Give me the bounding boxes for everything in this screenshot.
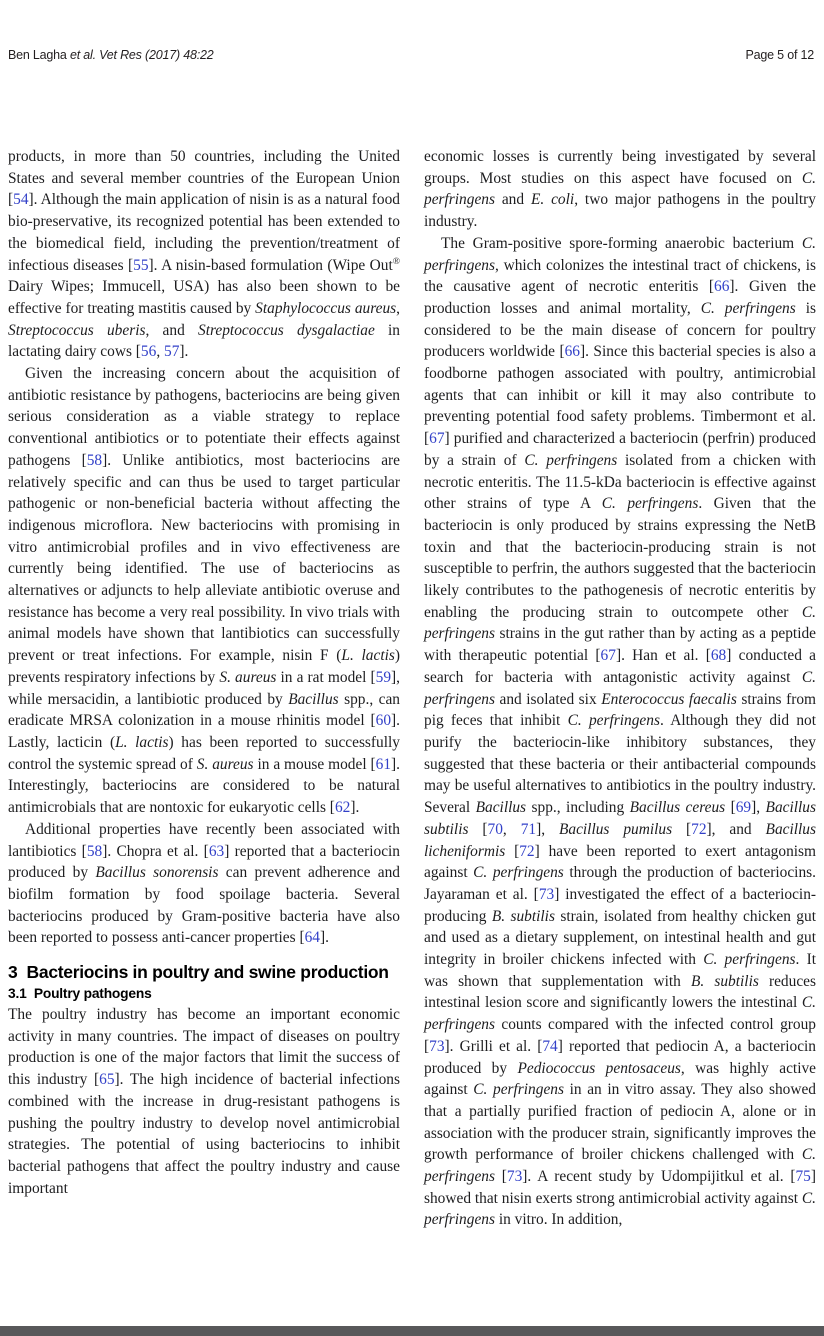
body-text: products, in more than 50 countries, including the United States and several member countries of the European Union [ — [8, 148, 400, 209]
species-name: C. perfringens — [473, 864, 564, 882]
citation-ref[interactable]: 66 — [564, 343, 580, 361]
citation-ref[interactable]: 73 — [429, 1037, 445, 1055]
body-text: ] conducted a search for bacteria with antagonistic activity against — [424, 647, 817, 686]
running-head-citation — [8, 48, 214, 62]
body-text: ) has been reported to successfully control the systemic spread of — [8, 733, 400, 773]
body-text: [ — [725, 799, 736, 817]
body-text: Dairy Wipes; Immucell, USA) has also been shown to be effective for treating mastitis caused by — [8, 278, 400, 317]
species-name: C. perfringens — [567, 712, 660, 730]
citation-ref[interactable]: 73 — [506, 1168, 523, 1186]
body-text: Additional properties have recently been associated with lantibiotics [ — [8, 820, 400, 860]
species-name: C. perfringens — [473, 1081, 564, 1099]
citation-ref[interactable]: 54 — [13, 191, 29, 209]
body-text: ]. — [319, 929, 329, 947]
species-name: C. perfringens — [424, 994, 816, 1034]
section-heading: 3 Bacteriocins in poultry and swine production — [8, 962, 389, 983]
body-text: The poultry industry has become an important economic activity in many countries. The impact of diseases on poultry production is one of the major factors that limit the success of this industry [ — [8, 1006, 400, 1089]
body-text: ]. Given the production losses and animal mortality, — [424, 278, 816, 317]
paragraph — [8, 363, 400, 819]
species-name: B. subtilis — [690, 972, 759, 990]
citation-ref[interactable]: 72 — [691, 820, 707, 838]
citation-ref[interactable]: 62 — [334, 799, 351, 817]
body-text: through the production of bacteriocins. Jayaraman et al. [ — [424, 864, 816, 903]
body-text: counts compared with the infected control group [ — [424, 1016, 816, 1055]
species-name: Bacillus — [288, 690, 339, 708]
running-head-journal: et al. Vet Res — [69, 48, 142, 62]
body-text: strains from pig feces that inhibit — [424, 690, 816, 730]
species-name: Bacillus cereus — [629, 799, 726, 817]
citation-ref[interactable]: 58 — [86, 842, 103, 860]
body-text: [ — [494, 1168, 507, 1186]
species-name: C. perfringens — [524, 451, 618, 469]
body-text: ]. Grilli et al. [ — [444, 1037, 543, 1055]
body-text: , — [156, 343, 165, 361]
body-text: ], — [751, 799, 766, 817]
subsection-heading: 3.1 Poultry pathogens — [8, 986, 152, 1002]
running-head-issue: (2017) 48:22 — [141, 48, 214, 62]
body-text: , was highly active against — [424, 1059, 816, 1099]
body-text: ]. A recent study by Udompijitkul et al. [ — [522, 1168, 796, 1186]
body-text: , — [502, 820, 521, 838]
body-text: strain, isolated from healthy chicken gut and used as a dietary supplement, on intestinal health and gut integrity in broiler chickens infected with — [424, 907, 816, 969]
citation-ref[interactable]: 73 — [538, 885, 555, 903]
body-text: ]. — [179, 343, 189, 361]
body-text: ]. Lastly, lacticin ( — [8, 712, 400, 751]
body-text: ] have been reported to exert antagonism against — [424, 842, 816, 882]
paragraph — [8, 819, 400, 949]
body-text: ]. A nisin-based formulation (Wipe Out — [148, 256, 393, 274]
body-text: ], — [536, 820, 559, 838]
body-text: and — [494, 191, 531, 209]
citation-ref[interactable]: 65 — [99, 1071, 115, 1089]
species-name: C. perfringens — [601, 495, 699, 513]
body-text: ]. — [350, 799, 360, 817]
body-text: spp., including — [526, 799, 630, 817]
species-name: Bacillus sonorensis — [95, 864, 219, 882]
body-text: in lactating dairy cows [ — [8, 321, 400, 361]
species-name: L. lactis — [115, 733, 169, 751]
article-body — [0, 146, 824, 1231]
citation-ref[interactable]: 57 — [164, 343, 180, 361]
body-text: strains in the gut rather than by acting as a peptide with therapeutic potential [ — [424, 625, 816, 665]
species-name: Enterococcus faecalis — [601, 690, 737, 708]
species-name: C. perfringens — [424, 603, 816, 643]
citation-ref[interactable]: 67 — [429, 430, 445, 448]
page-number: Page 5 of 12 — [745, 48, 814, 62]
citation-ref[interactable]: 74 — [542, 1037, 558, 1055]
body-text: ]. Although the main application of nisin is as a natural food bio-preservative, its recognized potential has been extended to the biomedical field, including the prevention/treatment of infectious diseases [ — [8, 191, 400, 274]
species-name: Bacillus subtilis — [424, 799, 816, 838]
body-text: , and — [145, 321, 198, 339]
body-text: [ — [505, 842, 520, 860]
body-text: ] reported that a bacteriocin produced by — [8, 842, 401, 882]
citation-ref[interactable]: 56 — [140, 343, 157, 361]
species-name: C. perfringens — [424, 1189, 816, 1229]
registered-trademark-symbol: ® — [392, 255, 401, 267]
species-name: Bacillus pumilus — [558, 820, 673, 838]
body-text: in a mouse model [ — [253, 755, 376, 773]
species-name: Bacillus licheniformis — [424, 820, 816, 860]
citation-ref[interactable]: 72 — [519, 842, 535, 860]
body-text: ] purified and characterized a bacteriocin (perfrin) produced by a strain of — [424, 430, 816, 469]
page-header — [0, 0, 824, 62]
body-text: in a rat model [ — [276, 668, 376, 686]
body-text: . Given that the bacteriocin is only produced by strains expressing the NetB toxin and that the bacteriocin-producing strain is not susceptible to perfrin, the authors suggested that the bacteriocin likely contributes to the pathogenesis of necrotic enteritis by enabling the producing strain to outcompete other — [424, 495, 816, 621]
body-text: , two major pathogens in the poultry industry. — [424, 191, 816, 231]
column-left — [8, 146, 400, 1231]
body-text: reduces intestinal lesion score and significantly lowers the intestinal — [424, 972, 816, 1012]
body-text: Given the increasing concern about the acquisition of antibiotic resistance by pathogens, bacteriocins are being given serious consideration as a viable strategy to replace conventional antibiotics or to potentiate their effects against pathogens [ — [8, 365, 400, 469]
body-text: The Gram-positive spore-forming anaerobic bacterium — [441, 234, 802, 252]
paragraph — [424, 233, 816, 1231]
citation-ref[interactable]: 58 — [86, 451, 103, 469]
body-text: [ — [468, 820, 488, 838]
citation-ref[interactable]: 70 — [487, 820, 503, 838]
species-name: Bacillus — [475, 799, 527, 817]
body-text: in vitro. In addition, — [494, 1211, 623, 1229]
body-text: spp., can eradicate MRSA colonization in a mouse rhinitis model [ — [8, 690, 400, 730]
paragraph — [8, 1004, 400, 1199]
citation-ref[interactable]: 75 — [795, 1168, 811, 1186]
species-name: S. aureus — [196, 755, 254, 773]
species-name: C. perfringens — [424, 668, 816, 708]
body-text: and isolated six — [494, 690, 602, 708]
species-name: C. perfringens — [424, 234, 816, 274]
body-text: can prevent adherence and biofilm formation by food spoilage bacteria. Several bacteriocins produced by Gram-positive bacteria have also been reported to possess anti-cancer properties [ — [8, 864, 400, 947]
citation-ref[interactable]: 68 — [710, 647, 727, 665]
species-name: Staphylococcus aureus — [255, 299, 397, 317]
bottom-bar — [0, 1326, 824, 1336]
body-text: ]. Chopra et al. [ — [102, 842, 209, 860]
body-text: ]. Unlike antibiotics, most bacteriocins are relatively specific and can thus be used to target particular pathogenic or non-beneficial bacteria without affecting the indigenous microflora. New bacteriocins with promising in vitro antimicrobial profiles and in vivo effectiveness are currently being identified. The use of bacteriocins as alternatives or adjuncts to help alleviate antibiotic overuse and resistance has become a very real possibility. In vivo trials with animal models have shown that lantibiotics can successfully prevent or treat infections. For example, nisin F ( — [8, 451, 400, 665]
body-text: [ — [672, 820, 692, 838]
body-text: isolated from a chicken with necrotic enteritis. The 11.5-kDa bacteriocin is effective against other strains of type A — [424, 451, 816, 513]
body-text: ]. Han et al. [ — [615, 647, 711, 665]
citation-ref[interactable]: 64 — [304, 929, 320, 947]
body-text: ] reported that pediocin A, a bacteriocin produced by — [424, 1037, 816, 1077]
body-text: . It was shown that supplementation with — [424, 951, 816, 990]
citation-ref[interactable]: 67 — [600, 647, 616, 665]
body-text: economic losses is currently being investigated by several groups. Most studies on this aspect have focused on — [424, 148, 816, 187]
body-text: ], and — [706, 820, 766, 838]
species-name: Streptococcus uberis — [8, 321, 146, 339]
citation-ref[interactable]: 71 — [520, 820, 537, 838]
species-name: S. aureus — [219, 668, 277, 686]
species-name: C. perfringens — [700, 299, 796, 317]
species-name: L. lactis — [341, 647, 395, 665]
citation-ref[interactable]: 59 — [375, 668, 392, 686]
citation-ref[interactable]: 66 — [714, 278, 730, 296]
species-name: C. perfringens — [703, 951, 796, 969]
paragraph — [8, 146, 400, 363]
body-text: ]. Since this bacterial species is also a foodborne pathogen associated with poultry, antimicrobial agents that can inhibit or kill it may also contribute to preventing potential food safety problems. Timbermont et al. [ — [424, 343, 816, 448]
body-text: ], while mersacidin, a lantibiotic produced by — [8, 668, 401, 708]
body-text: ]. The high incidence of bacterial infections combined with the increase in drug-resistant pathogens is pushing the poultry industry to develop novel antimicrobial strategies. The potential of using bacteriocins to inhibit bacterial pathogens that affect the poultry industry and cause important — [8, 1071, 400, 1197]
running-head-authors: Ben Lagha — [8, 48, 70, 62]
species-name: E. coli — [530, 191, 575, 209]
species-name: B. subtilis — [491, 907, 555, 925]
body-text: ] investigated the effect of a bacteriocin-producing — [424, 885, 817, 925]
column-right — [424, 146, 816, 1231]
citation-ref[interactable]: 60 — [375, 712, 392, 730]
body-text: is considered to be the main disease of concern for poultry producers worldwide [ — [424, 299, 816, 361]
body-text: ) prevents respiratory infections by — [8, 647, 400, 686]
body-text: , — [396, 299, 401, 317]
species-name: Pediococcus pentosaceus — [517, 1059, 681, 1077]
body-text: ]. Interestingly, bacteriocins are considered to be natural antimicrobials that are nontoxic for eukaryotic cells [ — [8, 755, 401, 817]
body-text: . Although they did not purify the bacteriocin-like inhibitory substances, they suggested that these bacteria or their antibacterial compounds may be useful alternatives to antibiotics in the poultry industry. Several — [424, 712, 816, 817]
species-name: C. perfringens — [424, 1146, 816, 1186]
body-text: in an in vitro assay. They also showed that a partially purified fraction of pediocin A, alone or in association with the producer strain, significantly improves the growth performance of broiler chickens challenged with — [424, 1081, 816, 1164]
paragraph — [424, 146, 816, 233]
body-text: ] showed that nisin exerts strong antimicrobial activity against — [424, 1168, 816, 1207]
citation-ref[interactable]: 61 — [375, 755, 392, 773]
species-name: Streptococcus dysgalactiae — [198, 321, 375, 339]
species-name: C. perfringens — [424, 169, 816, 209]
citation-ref[interactable]: 55 — [133, 256, 149, 274]
citation-ref[interactable]: 63 — [208, 842, 225, 860]
citation-ref[interactable]: 69 — [735, 799, 752, 817]
body-text: , which colonizes the intestinal tract of chickens, is the causative agent of necrotic enteritis [ — [424, 256, 816, 296]
